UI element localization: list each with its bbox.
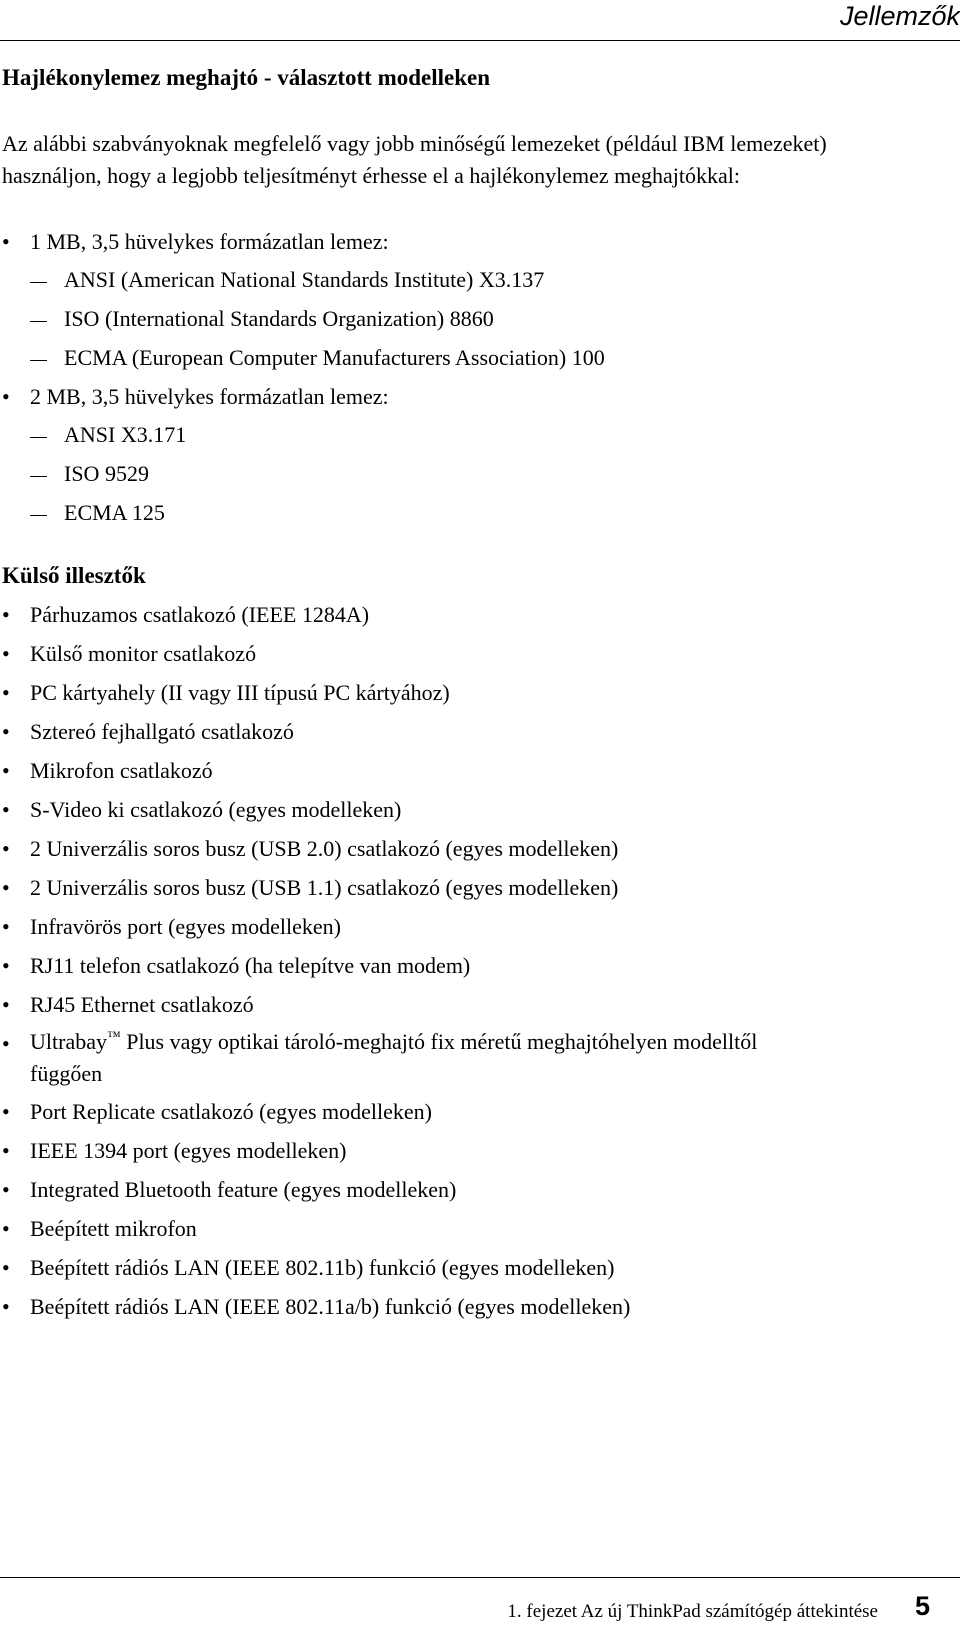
dash [30,282,47,283]
bullet: • [2,1099,10,1124]
dash [30,321,47,322]
standard-item: ECMA 125 [64,500,165,525]
standard-item: ANSI (American National Standards Institute) X3.137 [64,267,545,292]
bullet: • [2,602,10,627]
list-item: Integrated Bluetooth feature (egyes modelleken) [30,1177,457,1202]
ultrabay-name: Ultrabay [30,1029,107,1054]
bullet: • [2,641,10,666]
section-heading-floppy: Hajlékonylemez meghajtó - választott modelleken [2,65,491,90]
list-item: Külső monitor csatlakozó [30,641,257,666]
list-item: Sztereó fejhallgató csatlakozó [30,719,294,744]
bullet: • [2,680,10,705]
footer-rule [0,1577,960,1578]
running-head: Jellemzők [839,1,960,31]
standard-item: ECMA (European Computer Manufacturers Association) 100 [64,345,605,370]
dash [30,360,47,361]
standard-item: ISO (International Standards Organization) 8860 [64,306,494,331]
list-item: 2 Univerzális soros busz (USB 1.1) csatlakozó (egyes modelleken) [30,875,619,900]
bullet: • [2,836,10,861]
bullet: • [2,914,10,939]
list-item: Mikrofon csatlakozó [30,758,213,783]
ultrabay-continuation: függően [30,1061,103,1086]
bullet: • [2,1255,10,1280]
bullet: • [2,875,10,900]
section-heading-connectors: Külső illesztők [2,563,146,588]
list-item: 1 MB, 3,5 hüvelykes formázatlan lemez: [30,229,389,254]
footer-chapter-title: 1. fejezet Az új ThinkPad számítógép áttekintése [507,1601,878,1622]
bullet: • [2,719,10,744]
bullet: • [2,1294,10,1319]
list-item: 2 Univerzális soros busz (USB 2.0) csatlakozó (egyes modelleken) [30,836,619,861]
list-item: Infravörös port (egyes modelleken) [30,914,341,939]
bullet: • [2,1138,10,1163]
standard-item: ANSI X3.171 [64,422,187,447]
bullet: • [2,797,10,822]
list-item: Beépített mikrofon [30,1216,197,1241]
bullet: • [2,1216,10,1241]
bullet: • [2,384,10,409]
bullet: • [2,1177,10,1202]
trademark-mark: ™ [106,1029,121,1045]
list-item: IEEE 1394 port (egyes modelleken) [30,1138,347,1163]
bullet: • [2,992,10,1017]
list-item: Párhuzamos csatlakozó (IEEE 1284A) [30,602,370,627]
dash [30,437,47,438]
header-rule [0,40,960,41]
bullet: • [2,758,10,783]
floppy-intro-paragraph: Az alábbi szabványoknak megfelelő vagy jobb minőségű lemezeket (például IBM lemezeket) használjon, hogy a legjobb teljesítményt érhesse el a hajlékonylemez meghajtókkal: [2,131,827,188]
standard-item: ISO 9529 [64,461,149,486]
list-item: RJ45 Ethernet csatlakozó [30,992,254,1017]
list-item: PC kártyahely (II vagy III típusú PC kártyához) [30,680,450,705]
page-number: 5 [914,1591,930,1621]
dash [30,476,47,477]
list-item: 2 MB, 3,5 hüvelykes formázatlan lemez: [30,384,389,409]
list-item: RJ11 telefon csatlakozó (ha telepítve van modem) [30,953,471,978]
list-item: Beépített rádiós LAN (IEEE 802.11b) funkció (egyes modelleken) [30,1255,615,1280]
dash [30,515,47,516]
list-item: Port Replicate csatlakozó (egyes modelleken) [30,1099,432,1124]
bullet: • [2,953,10,978]
list-item: S-Video ki csatlakozó (egyes modelleken) [30,797,402,822]
bullet: • [2,229,10,254]
bullet: • [2,1031,10,1056]
list-item-ultrabay [30,1026,930,1090]
ultrabay-text: Plus vagy optikai tároló-meghajtó fix méretű meghajtóhelyen modelltől [120,1029,758,1054]
list-item: Beépített rádiós LAN (IEEE 802.11a/b) funkció (egyes modelleken) [30,1294,631,1319]
